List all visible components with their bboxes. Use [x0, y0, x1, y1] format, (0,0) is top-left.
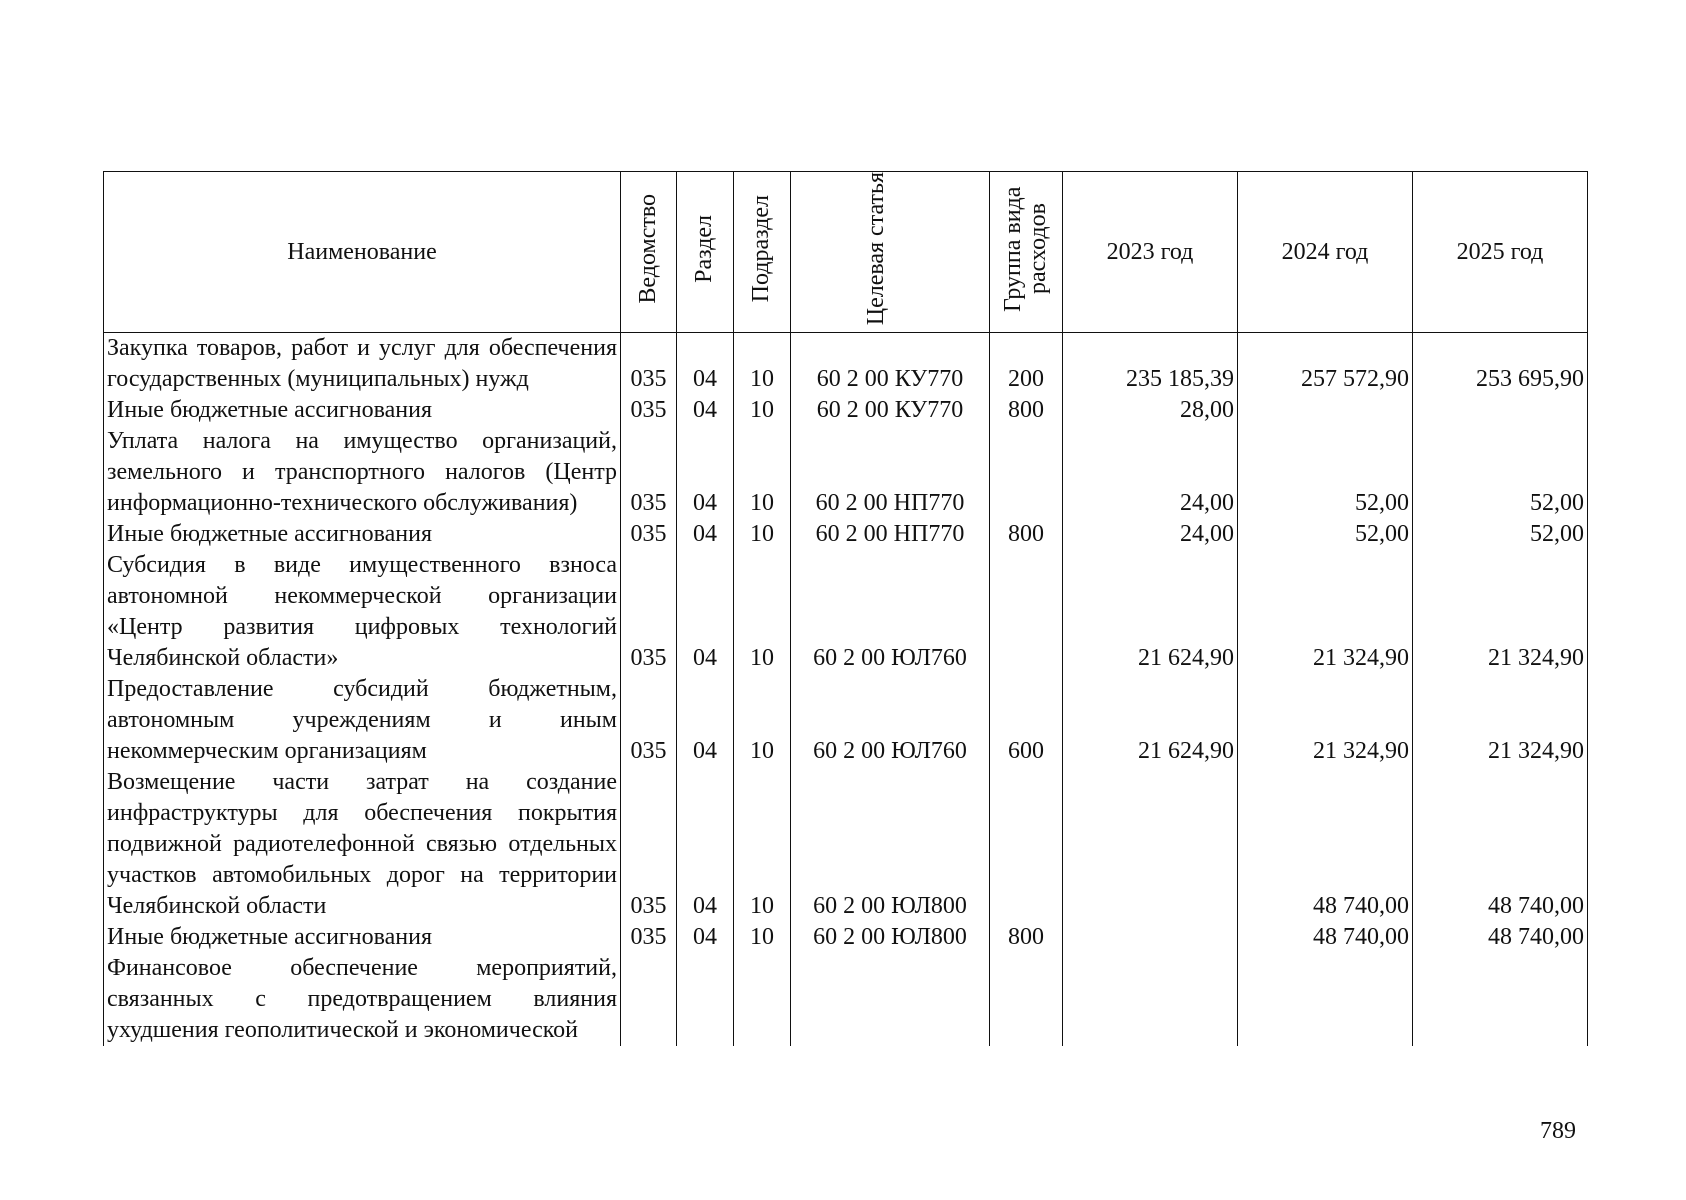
cell-razdel: 04: [677, 550, 734, 674]
header-gruppa-vida-rashodov: Группа вида расходов: [990, 172, 1063, 333]
cell-vedomstvo: 035: [621, 767, 677, 922]
cell-podrazdel: 10: [734, 426, 791, 519]
cell-gruppa: [990, 426, 1063, 519]
cell-2023: 21 624,90: [1063, 674, 1238, 767]
cell-2023: 235 185,39: [1063, 333, 1238, 396]
cell-celevaya-statya: 60 2 00 ЮЛ760: [791, 674, 990, 767]
cell-2025: 48 740,00: [1413, 767, 1588, 922]
cell-gruppa: 800: [990, 519, 1063, 550]
cell-podrazdel: 10: [734, 395, 791, 426]
cell-razdel: 04: [677, 767, 734, 922]
cell-gruppa: 800: [990, 395, 1063, 426]
cell-2023: 21 624,90: [1063, 550, 1238, 674]
table-row: [104, 953, 1588, 1046]
cell-2023: [1063, 953, 1238, 1046]
table-row: [104, 922, 1588, 953]
cell-2025: 21 324,90: [1413, 550, 1588, 674]
cell-2023: [1063, 767, 1238, 922]
header-podrazdel: Подраздел: [734, 172, 791, 333]
header-celevaya-statya: Целевая статья: [791, 172, 990, 333]
header-razdel: Раздел: [677, 172, 734, 333]
cell-gruppa: 200: [990, 333, 1063, 396]
cell-celevaya-statya: 60 2 00 ЮЛ800: [791, 922, 990, 953]
header-2025: 2025 год: [1413, 172, 1588, 333]
cell-gruppa: [990, 550, 1063, 674]
cell-razdel: 04: [677, 333, 734, 396]
table-row: [104, 395, 1588, 426]
cell-name: Закупка товаров, работ и услуг для обеспечения государственных (муниципальных) нужд: [104, 333, 621, 396]
header-2024: 2024 год: [1238, 172, 1413, 333]
page-number: 789: [1540, 1118, 1576, 1144]
cell-razdel: 04: [677, 395, 734, 426]
cell-name: Предоставление субсидий бюджетным, автономным учреждениям и иным некоммерческим организациям: [104, 674, 621, 767]
table-row: [104, 519, 1588, 550]
cell-name: Субсидия в виде имущественного взноса автономной некоммерческой организации «Центр развития цифровых технологий Челябинской области»: [104, 550, 621, 674]
cell-celevaya-statya: 60 2 00 ЮЛ800: [791, 767, 990, 922]
cell-2023: [1063, 922, 1238, 953]
cell-celevaya-statya: [791, 953, 990, 1046]
cell-2024: 257 572,90: [1238, 333, 1413, 396]
cell-2025: 48 740,00: [1413, 922, 1588, 953]
cell-2023: 24,00: [1063, 519, 1238, 550]
cell-vedomstvo: 035: [621, 519, 677, 550]
cell-gruppa: 600: [990, 674, 1063, 767]
table-row: [104, 767, 1588, 922]
cell-2023: 28,00: [1063, 395, 1238, 426]
cell-2024: [1238, 395, 1413, 426]
cell-name: Уплата налога на имущество организаций, земельного и транспортного налогов (Центр информационно-технического обслуживания): [104, 426, 621, 519]
cell-celevaya-statya: 60 2 00 КУ770: [791, 333, 990, 396]
cell-podrazdel: 10: [734, 550, 791, 674]
header-name: Наименование: [104, 172, 621, 333]
cell-celevaya-statya: 60 2 00 НП770: [791, 426, 990, 519]
table-header-row: [104, 172, 1588, 333]
cell-name: Иные бюджетные ассигнования: [104, 395, 621, 426]
cell-celevaya-statya: 60 2 00 ЮЛ760: [791, 550, 990, 674]
cell-2024: 48 740,00: [1238, 767, 1413, 922]
cell-podrazdel: [734, 953, 791, 1046]
cell-razdel: [677, 953, 734, 1046]
table-row: [104, 426, 1588, 519]
cell-razdel: 04: [677, 674, 734, 767]
cell-2024: 52,00: [1238, 519, 1413, 550]
cell-vedomstvo: 035: [621, 333, 677, 396]
cell-gruppa: 800: [990, 922, 1063, 953]
cell-razdel: 04: [677, 922, 734, 953]
cell-2023: 24,00: [1063, 426, 1238, 519]
table-row: [104, 333, 1588, 396]
cell-podrazdel: 10: [734, 674, 791, 767]
cell-2024: 21 324,90: [1238, 550, 1413, 674]
cell-podrazdel: 10: [734, 922, 791, 953]
cell-name: Возмещение части затрат на создание инфраструктуры для обеспечения покрытия подвижной радиотелефонной связью отдельных участков автомобильных дорог на территории Челябинской области: [104, 767, 621, 922]
cell-2025: 52,00: [1413, 519, 1588, 550]
cell-vedomstvo: 035: [621, 550, 677, 674]
cell-2025: 21 324,90: [1413, 674, 1588, 767]
cell-celevaya-statya: 60 2 00 НП770: [791, 519, 990, 550]
cell-gruppa: [990, 953, 1063, 1046]
cell-2025: [1413, 395, 1588, 426]
cell-razdel: 04: [677, 426, 734, 519]
cell-2025: [1413, 953, 1588, 1046]
cell-razdel: 04: [677, 519, 734, 550]
header-2023: 2023 год: [1063, 172, 1238, 333]
cell-2024: [1238, 953, 1413, 1046]
table-row: [104, 674, 1588, 767]
cell-2024: 21 324,90: [1238, 674, 1413, 767]
cell-gruppa: [990, 767, 1063, 922]
cell-name: Иные бюджетные ассигнования: [104, 519, 621, 550]
budget-table-container: [103, 171, 1587, 1046]
cell-vedomstvo: 035: [621, 395, 677, 426]
cell-2025: 253 695,90: [1413, 333, 1588, 396]
cell-vedomstvo: [621, 953, 677, 1046]
cell-name: Иные бюджетные ассигнования: [104, 922, 621, 953]
cell-podrazdel: 10: [734, 767, 791, 922]
cell-2025: 52,00: [1413, 426, 1588, 519]
cell-podrazdel: 10: [734, 519, 791, 550]
cell-vedomstvo: 035: [621, 426, 677, 519]
cell-vedomstvo: 035: [621, 922, 677, 953]
cell-name: Финансовое обеспечение мероприятий, связанных с предотвращением влияния ухудшения геополитической и экономической: [104, 953, 621, 1046]
cell-podrazdel: 10: [734, 333, 791, 396]
table-row: [104, 550, 1588, 674]
header-vedomstvo: Ведомство: [621, 172, 677, 333]
cell-vedomstvo: 035: [621, 674, 677, 767]
budget-table: [103, 171, 1588, 1046]
cell-2024: 48 740,00: [1238, 922, 1413, 953]
cell-2024: 52,00: [1238, 426, 1413, 519]
cell-celevaya-statya: 60 2 00 КУ770: [791, 395, 990, 426]
